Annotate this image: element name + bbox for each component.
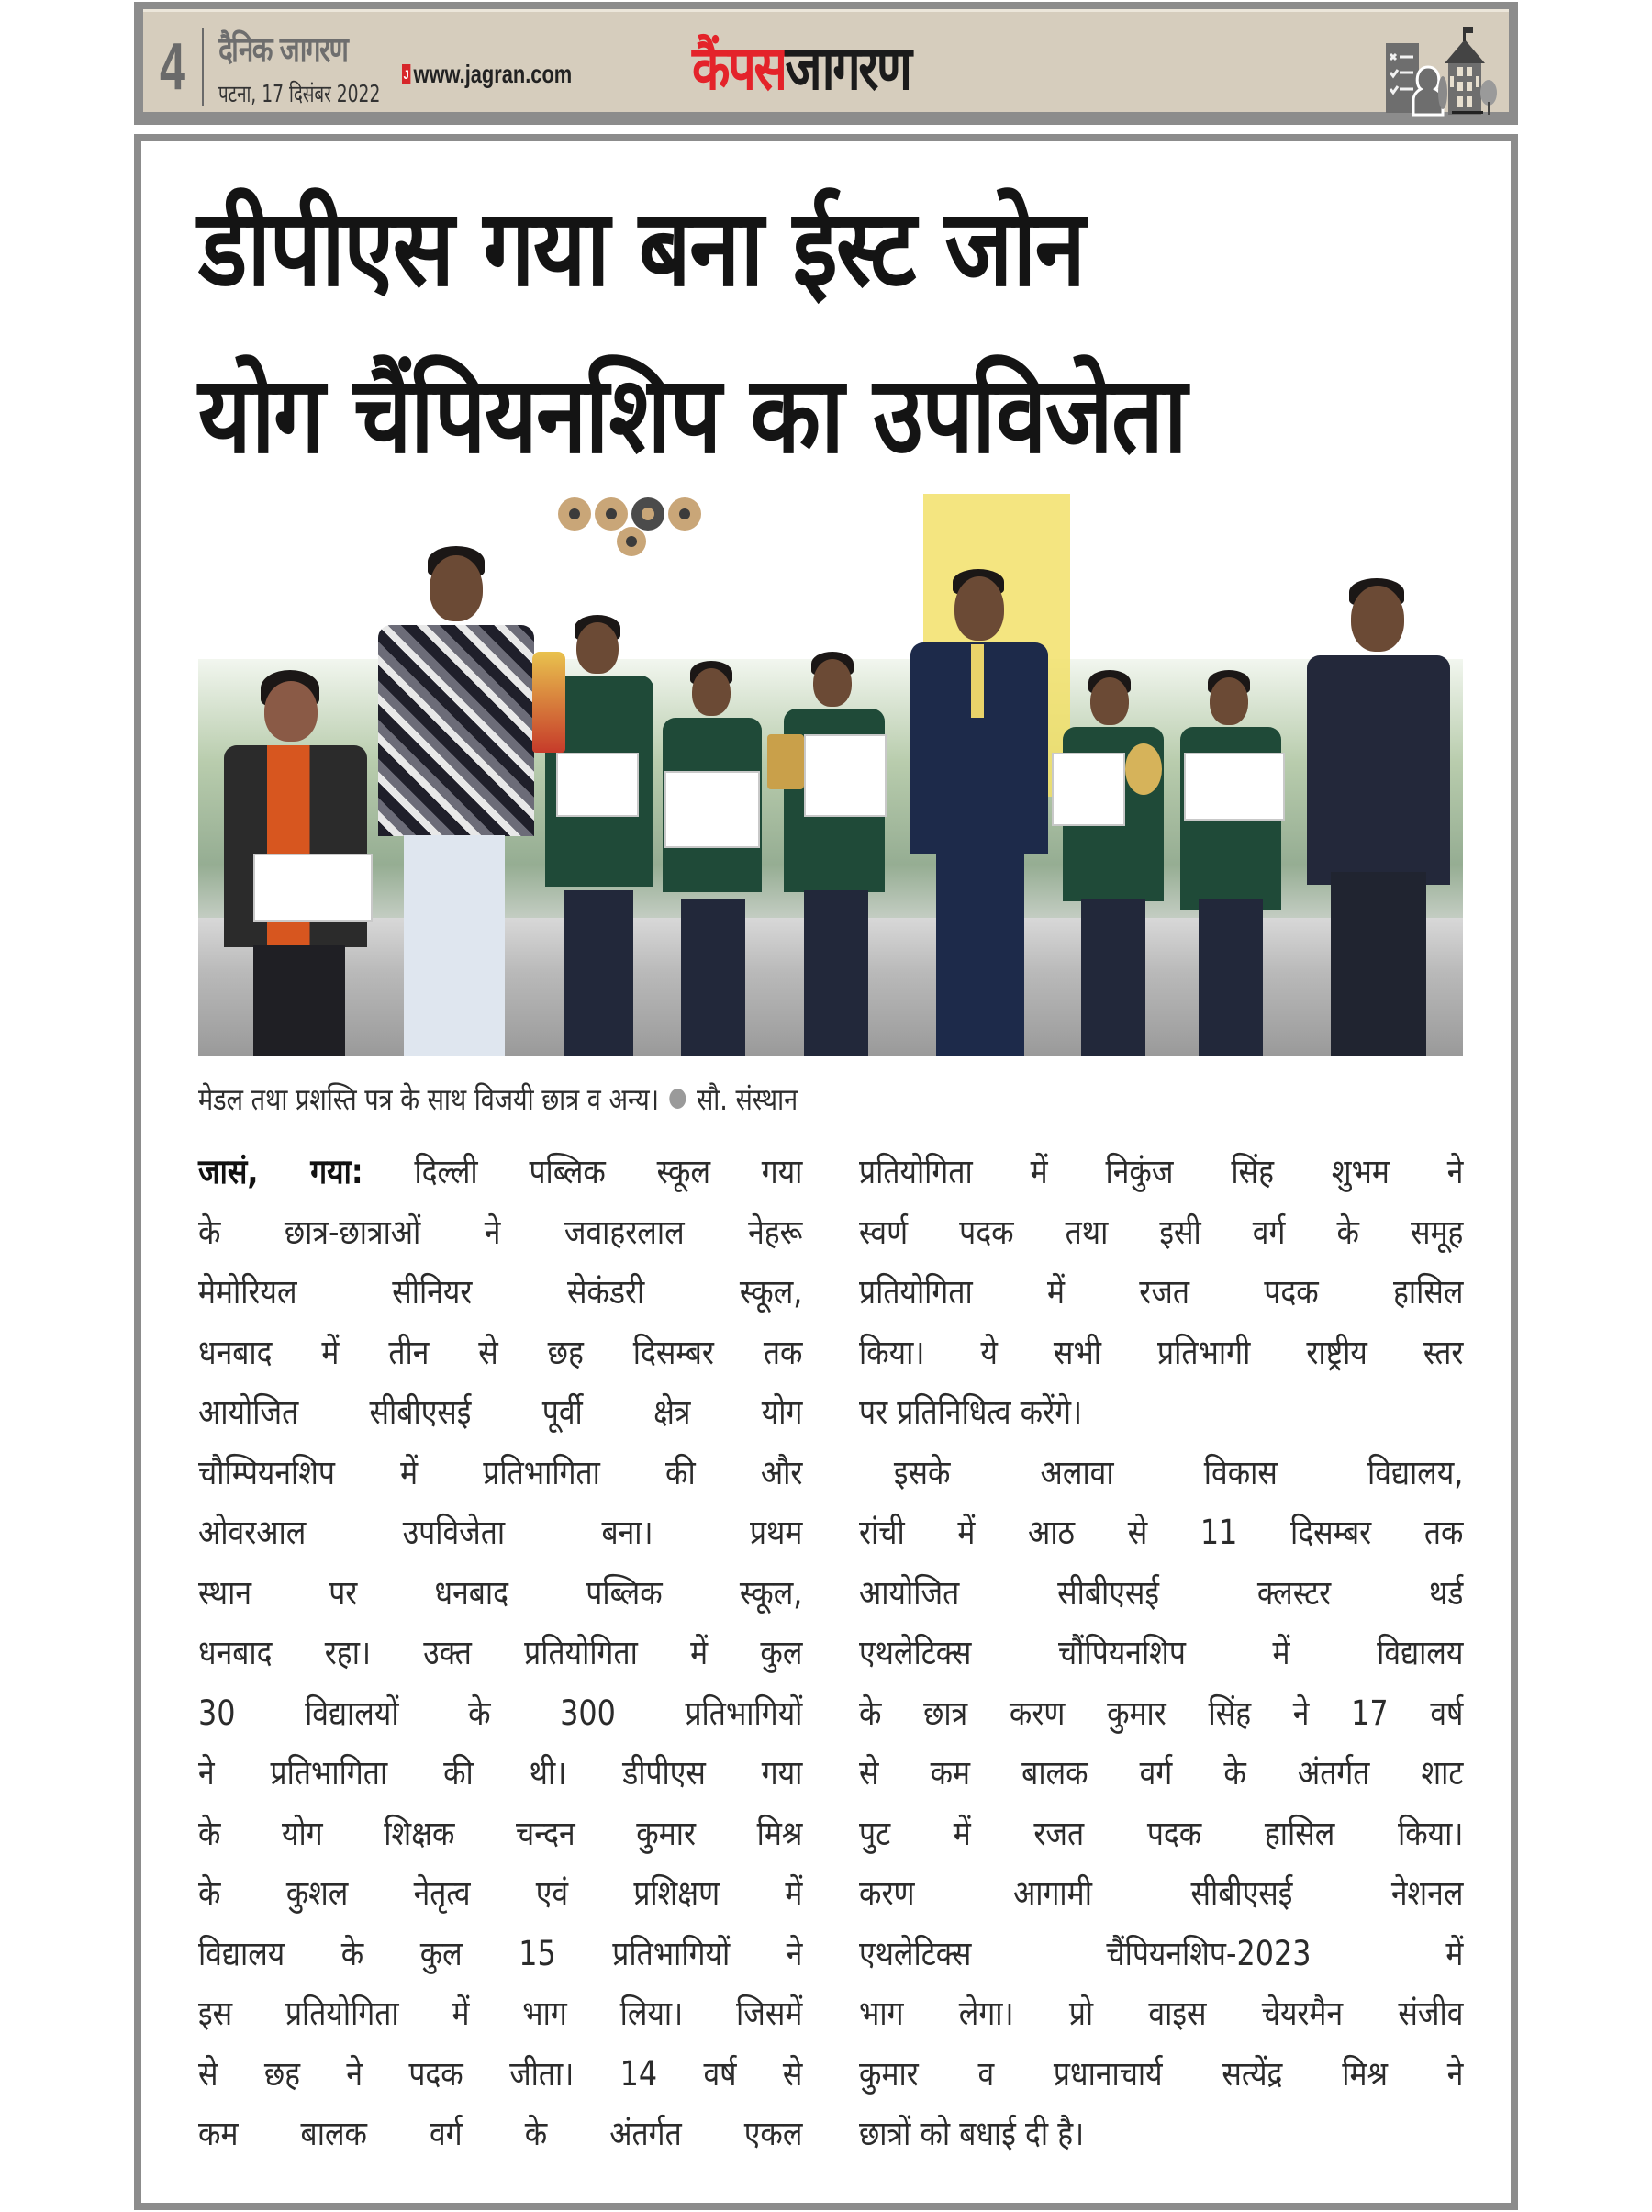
- page-number: 4: [160, 30, 186, 104]
- body-line: विद्यालय के कुल 15 प्रतिभागियों ने: [198, 1933, 803, 1973]
- edition-dateline: पटना, 17 दिसंबर 2022: [218, 81, 381, 108]
- news-article: [134, 134, 1518, 2210]
- decorative-gears: [538, 494, 749, 558]
- body-line: ओवरआल उपविजेता बना। प्रथम: [198, 1513, 803, 1552]
- masthead-divider: [202, 28, 204, 106]
- body-line: किया। ये सभी प्रतिभागी राष्ट्रीय स्तर: [859, 1332, 1464, 1372]
- bullet-icon: [669, 1089, 686, 1109]
- student-with-trophy: [538, 615, 657, 1056]
- body-line: प्रतियोगिता में रजत पदक हासिल: [859, 1272, 1464, 1312]
- article-photo: [198, 494, 1463, 1056]
- body-line: छात्रों को बधाई दी है।: [859, 2114, 1085, 2153]
- student-with-plaque: [767, 652, 896, 1056]
- headline-line-2: योग चैंपियनशिप का उपविजेता: [198, 353, 1187, 477]
- body-line: 30 विद्यालयों के 300 प्रतिभागियों: [198, 1693, 803, 1733]
- body-line: प्रतियोगिता में निकुंज सिंह शुभम ने: [859, 1152, 1464, 1191]
- body-line: भाग लेगा। प्रो वाइस चेयरमैन संजीव: [859, 1994, 1464, 2033]
- section-logo-jagran: जागरण: [785, 33, 910, 104]
- body-line: इस प्रतियोगिता में भाग लिया। जिसमें: [198, 1994, 803, 2033]
- body-line: के छात्र-छात्राओं ने जवाहरलाल नेहरू: [198, 1212, 803, 1252]
- masthead: [134, 2, 1518, 125]
- dateline: जासं, गया:: [198, 1152, 363, 1191]
- body-column-left: [198, 1142, 804, 2164]
- caption-text: मेडल तथा प्रशस्ति पत्र के साथ विजयी छात्र व अन्य।: [198, 1081, 659, 1117]
- body-line: पर प्रतिनिधित्व करेंगे।: [859, 1392, 1083, 1432]
- person-woman-orange-jacket: [217, 670, 373, 1056]
- body-line: ने प्रतिभागिता की थी। डीपीएस गया: [198, 1753, 803, 1793]
- body-line: कम बालक वर्ग के अंतर्गत एकल: [198, 2114, 803, 2153]
- student-with-certificate-1: [657, 661, 767, 1056]
- body-line: आयोजित सीबीएसई क्लस्टर थर्ड: [859, 1572, 1464, 1613]
- photo-credit: सौ. संस्थान: [696, 1081, 798, 1117]
- body-line: आयोजित सीबीएसई पूर्वी क्षेत्र योग: [198, 1392, 803, 1432]
- body-line: मेमोरियल सीनियर सेकंडरी स्कूल,: [198, 1272, 803, 1312]
- body-line: धनबाद में तीन से छह दिसम्बर तक: [198, 1332, 803, 1372]
- body-line: पुट में रजत पदक हासिल किया।: [859, 1813, 1464, 1853]
- body-line: जासं, गया: दिल्ली पब्लिक स्कूल गया: [198, 1152, 803, 1191]
- student-with-certificate-2: [1171, 670, 1290, 1056]
- newspaper-name: दैनिक जागरण: [218, 29, 348, 70]
- website-url: www.jagran.com: [413, 60, 573, 88]
- man-in-navy-suit: [905, 569, 1052, 1056]
- body-line: स्थान पर धनबाद पब्लिक स्कूल,: [198, 1572, 803, 1613]
- body-line: एथलेटिक्स चैंपियनशिप-2023 में: [859, 1933, 1464, 1973]
- body-line: कुमार व प्रधानाचार्य सत्येंद्र मिश्र ने: [859, 2053, 1464, 2094]
- body-line: रांची में आठ से 11 दिसम्बर तक: [859, 1513, 1464, 1552]
- body-line: से छह ने पदक जीता। 14 वर्ष से: [198, 2053, 803, 2094]
- headline: [198, 165, 1465, 499]
- body-line: के योग शिक्षक चन्दन कुमार मिश्र: [198, 1813, 803, 1853]
- headline-line-1: डीपीएस गया बना ईस्ट जोन: [198, 186, 1085, 310]
- section-logo: [692, 32, 910, 106]
- student-with-medal-plate: [1052, 670, 1171, 1056]
- body-line: के छात्र करण कुमार सिंह ने 17 वर्ष: [859, 1693, 1464, 1733]
- jagran-logo-icon: J: [402, 64, 410, 84]
- body-line: करण आगामी सीबीएसई नेशनल: [859, 1873, 1464, 1913]
- body-line: के कुशल नेतृत्व एवं प्रशिक्षण में: [198, 1873, 803, 1913]
- person-man-patterned-sweater: [373, 546, 538, 1056]
- masthead-bar: [143, 9, 1509, 112]
- section-logo-campus: कैंपस: [692, 33, 786, 104]
- body-line: इसके अलावा विकास विद्यालय,: [893, 1452, 1464, 1492]
- body-line: चौम्पियनशिप में प्रतिभागिता की और: [198, 1452, 803, 1492]
- photo-caption: [198, 1078, 798, 1119]
- body-line: से कम बालक वर्ग के अंतर्गत शाट: [859, 1753, 1464, 1793]
- body-line: स्वर्ण पदक तथा इसी वर्ग के समूह: [859, 1212, 1464, 1252]
- school-building-icon: [1384, 25, 1498, 117]
- body-column-right: [859, 1142, 1465, 2164]
- body-line: धनबाद रहा। उक्त प्रतियोगिता में कुल: [198, 1633, 803, 1672]
- man-in-black-jacket: [1300, 578, 1456, 1056]
- website-link[interactable]: [402, 60, 572, 89]
- body-line: एथलेटिक्स चौंपियनशिप में विद्यालय: [859, 1633, 1464, 1672]
